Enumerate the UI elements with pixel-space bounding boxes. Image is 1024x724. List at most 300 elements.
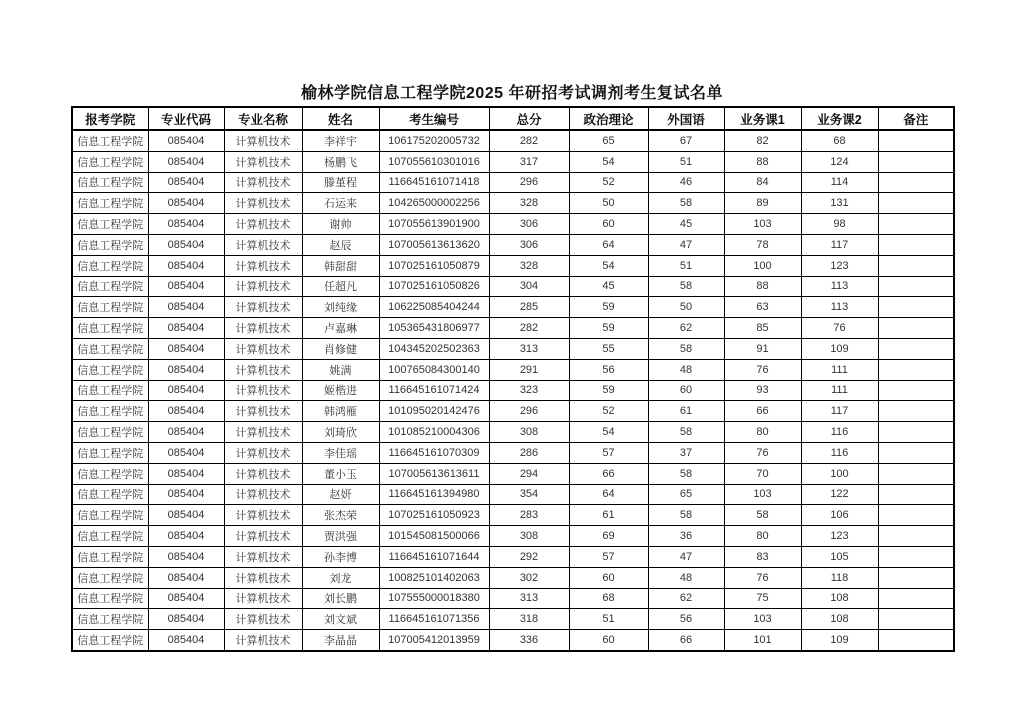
table-cell xyxy=(878,193,954,214)
table-cell: 51 xyxy=(648,255,724,276)
table-cell: 58 xyxy=(648,193,724,214)
table-cell: 124 xyxy=(801,151,878,172)
table-cell: 106 xyxy=(801,505,878,526)
table-cell: 085404 xyxy=(148,130,224,151)
column-header: 专业名称 xyxy=(224,107,302,130)
table-cell: 60 xyxy=(569,630,648,651)
table-row xyxy=(72,172,954,193)
table-cell: 任超凡 xyxy=(302,276,379,297)
table-cell: 107025161050879 xyxy=(379,255,489,276)
table-cell: 刘纯缘 xyxy=(302,297,379,318)
table-cell: 85 xyxy=(724,318,801,339)
table-cell: 085404 xyxy=(148,338,224,359)
table-cell xyxy=(878,380,954,401)
table-cell: 计算机技术 xyxy=(224,588,302,609)
table-cell: 304 xyxy=(489,276,569,297)
table-cell: 刘长鹏 xyxy=(302,588,379,609)
column-header: 备注 xyxy=(878,107,954,130)
table-cell: 计算机技术 xyxy=(224,546,302,567)
table-cell: 283 xyxy=(489,505,569,526)
table-cell: 085404 xyxy=(148,505,224,526)
table-cell: 51 xyxy=(648,151,724,172)
table-cell: 64 xyxy=(569,234,648,255)
table-cell: 085404 xyxy=(148,526,224,547)
table-cell: 李晶晶 xyxy=(302,630,379,651)
table-cell: 计算机技术 xyxy=(224,422,302,443)
column-header: 外国语 xyxy=(648,107,724,130)
table-cell: 信息工程学院 xyxy=(72,359,148,380)
column-header: 业务课2 xyxy=(801,107,878,130)
table-cell: 107055610301016 xyxy=(379,151,489,172)
column-header: 专业代码 xyxy=(148,107,224,130)
table-cell xyxy=(878,526,954,547)
table-cell xyxy=(878,255,954,276)
table-row xyxy=(72,463,954,484)
table-cell: 59 xyxy=(569,318,648,339)
table-cell: 91 xyxy=(724,338,801,359)
table-cell: 计算机技术 xyxy=(224,401,302,422)
table-cell: 317 xyxy=(489,151,569,172)
table-cell: 131 xyxy=(801,193,878,214)
table-row xyxy=(72,630,954,651)
table-row xyxy=(72,422,954,443)
table-cell: 085404 xyxy=(148,172,224,193)
table-row xyxy=(72,588,954,609)
table-cell: 62 xyxy=(648,318,724,339)
table-cell: 信息工程学院 xyxy=(72,505,148,526)
table-cell: 58 xyxy=(724,505,801,526)
table-cell: 93 xyxy=(724,380,801,401)
table-cell: 291 xyxy=(489,359,569,380)
table-cell xyxy=(878,463,954,484)
table-cell: 计算机技术 xyxy=(224,463,302,484)
table-cell: 信息工程学院 xyxy=(72,401,148,422)
column-header: 姓名 xyxy=(302,107,379,130)
table-cell: 滕堇程 xyxy=(302,172,379,193)
table-cell: 李佳瑶 xyxy=(302,442,379,463)
table-cell: 88 xyxy=(724,276,801,297)
table-cell: 赵辰 xyxy=(302,234,379,255)
table-cell: 刘琦欣 xyxy=(302,422,379,443)
table-cell xyxy=(878,359,954,380)
table-cell xyxy=(878,630,954,651)
table-cell: 计算机技术 xyxy=(224,151,302,172)
table-cell: 62 xyxy=(648,588,724,609)
table-cell xyxy=(878,484,954,505)
table-row xyxy=(72,609,954,630)
table-row xyxy=(72,505,954,526)
table-cell: 84 xyxy=(724,172,801,193)
table-cell: 101 xyxy=(724,630,801,651)
table-cell: 107025161050923 xyxy=(379,505,489,526)
table-cell: 47 xyxy=(648,234,724,255)
table-cell: 116 xyxy=(801,422,878,443)
table-cell: 58 xyxy=(648,338,724,359)
table-cell: 123 xyxy=(801,255,878,276)
table-cell: 52 xyxy=(569,401,648,422)
table-cell: 308 xyxy=(489,526,569,547)
table-cell: 76 xyxy=(724,359,801,380)
column-header: 总分 xyxy=(489,107,569,130)
table-cell: 47 xyxy=(648,546,724,567)
table-cell: 66 xyxy=(569,463,648,484)
table-row xyxy=(72,130,954,151)
table-cell: 085404 xyxy=(148,234,224,255)
table-cell: 卢嘉琳 xyxy=(302,318,379,339)
table-cell: 68 xyxy=(569,588,648,609)
table-cell: 107555000018380 xyxy=(379,588,489,609)
table-cell: 98 xyxy=(801,214,878,235)
table-cell: 信息工程学院 xyxy=(72,151,148,172)
table-cell: 336 xyxy=(489,630,569,651)
column-header: 考生编号 xyxy=(379,107,489,130)
roster-table xyxy=(71,106,955,652)
table-cell: 107005613613620 xyxy=(379,234,489,255)
table-cell: 肖修健 xyxy=(302,338,379,359)
table-cell: 信息工程学院 xyxy=(72,234,148,255)
table-cell: 085404 xyxy=(148,214,224,235)
table-cell: 55 xyxy=(569,338,648,359)
page-title: 榆林学院信息工程学院2025 年研招考试调剂考生复试名单 xyxy=(300,85,724,102)
table-cell: 100765084300140 xyxy=(379,359,489,380)
table-cell: 117 xyxy=(801,401,878,422)
table-cell: 306 xyxy=(489,234,569,255)
table-cell: 83 xyxy=(724,546,801,567)
table-cell xyxy=(878,276,954,297)
table-cell: 刘文斌 xyxy=(302,609,379,630)
table-cell: 赵妍 xyxy=(302,484,379,505)
table-cell: 信息工程学院 xyxy=(72,276,148,297)
table-cell: 韩鸿雁 xyxy=(302,401,379,422)
table-cell xyxy=(878,297,954,318)
table-cell: 122 xyxy=(801,484,878,505)
table-cell: 328 xyxy=(489,193,569,214)
table-row xyxy=(72,380,954,401)
table-cell: 计算机技术 xyxy=(224,630,302,651)
table-cell: 107025161050826 xyxy=(379,276,489,297)
table-cell: 306 xyxy=(489,214,569,235)
table-cell: 63 xyxy=(724,297,801,318)
table-cell: 76 xyxy=(724,567,801,588)
table-cell: 信息工程学院 xyxy=(72,297,148,318)
table-cell: 58 xyxy=(648,463,724,484)
table-row xyxy=(72,297,954,318)
table-cell: 70 xyxy=(724,463,801,484)
table-cell: 318 xyxy=(489,609,569,630)
table-cell: 308 xyxy=(489,422,569,443)
table-cell: 信息工程学院 xyxy=(72,130,148,151)
table-cell: 107055613901900 xyxy=(379,214,489,235)
table-cell: 计算机技术 xyxy=(224,338,302,359)
table-row xyxy=(72,276,954,297)
table-cell xyxy=(878,546,954,567)
table-cell: 123 xyxy=(801,526,878,547)
table-cell: 计算机技术 xyxy=(224,505,302,526)
table-cell xyxy=(878,567,954,588)
table-cell: 085404 xyxy=(148,193,224,214)
table-cell: 116645161071418 xyxy=(379,172,489,193)
table-row xyxy=(72,359,954,380)
table-cell: 294 xyxy=(489,463,569,484)
table-cell: 信息工程学院 xyxy=(72,526,148,547)
table-cell: 信息工程学院 xyxy=(72,380,148,401)
table-cell: 085404 xyxy=(148,609,224,630)
table-cell: 65 xyxy=(648,484,724,505)
table-cell: 085404 xyxy=(148,422,224,443)
table-cell: 68 xyxy=(801,130,878,151)
table-cell: 信息工程学院 xyxy=(72,172,148,193)
table-cell xyxy=(878,318,954,339)
table-cell: 信息工程学院 xyxy=(72,318,148,339)
table-cell: 信息工程学院 xyxy=(72,588,148,609)
table-cell xyxy=(878,151,954,172)
table-cell: 谢帅 xyxy=(302,214,379,235)
table-cell: 282 xyxy=(489,130,569,151)
table-cell: 116645161071424 xyxy=(379,380,489,401)
table-cell: 45 xyxy=(569,276,648,297)
table-cell: 姬楷进 xyxy=(302,380,379,401)
table-cell: 董小玉 xyxy=(302,463,379,484)
table-cell: 109 xyxy=(801,338,878,359)
table-cell: 50 xyxy=(648,297,724,318)
table-cell: 56 xyxy=(648,609,724,630)
table-cell: 信息工程学院 xyxy=(72,484,148,505)
table-cell: 107005613613611 xyxy=(379,463,489,484)
table-cell: 67 xyxy=(648,130,724,151)
table-cell: 信息工程学院 xyxy=(72,214,148,235)
table-cell: 计算机技术 xyxy=(224,484,302,505)
table-cell: 姚满 xyxy=(302,359,379,380)
table-cell xyxy=(878,130,954,151)
table-cell: 085404 xyxy=(148,359,224,380)
table-cell: 085404 xyxy=(148,318,224,339)
table-cell: 60 xyxy=(569,567,648,588)
table-cell: 085404 xyxy=(148,630,224,651)
table-cell: 计算机技术 xyxy=(224,442,302,463)
table-cell: 59 xyxy=(569,380,648,401)
table-cell: 313 xyxy=(489,588,569,609)
table-cell: 76 xyxy=(801,318,878,339)
table-cell xyxy=(878,401,954,422)
table-cell: 54 xyxy=(569,151,648,172)
table-cell: 信息工程学院 xyxy=(72,630,148,651)
table-cell: 286 xyxy=(489,442,569,463)
table-body xyxy=(72,130,954,651)
table-cell: 信息工程学院 xyxy=(72,338,148,359)
table-cell: 李祥宇 xyxy=(302,130,379,151)
table-row xyxy=(72,193,954,214)
table-cell: 100 xyxy=(724,255,801,276)
table-cell: 88 xyxy=(724,151,801,172)
table-cell: 信息工程学院 xyxy=(72,567,148,588)
table-cell: 80 xyxy=(724,422,801,443)
table-cell: 计算机技术 xyxy=(224,276,302,297)
table-cell: 085404 xyxy=(148,567,224,588)
table-cell: 计算机技术 xyxy=(224,297,302,318)
table-cell: 75 xyxy=(724,588,801,609)
table-cell: 45 xyxy=(648,214,724,235)
table-cell: 78 xyxy=(724,234,801,255)
table-cell: 354 xyxy=(489,484,569,505)
table-cell: 46 xyxy=(648,172,724,193)
table-cell xyxy=(878,422,954,443)
table-cell: 石运来 xyxy=(302,193,379,214)
table-cell: 085404 xyxy=(148,151,224,172)
table-cell: 计算机技术 xyxy=(224,609,302,630)
table-cell: 116645161070309 xyxy=(379,442,489,463)
table-cell: 085404 xyxy=(148,588,224,609)
table-cell: 108 xyxy=(801,588,878,609)
table-cell: 52 xyxy=(569,172,648,193)
table-cell: 贾洪强 xyxy=(302,526,379,547)
table-row xyxy=(72,151,954,172)
table-cell: 106175202005732 xyxy=(379,130,489,151)
table-cell: 57 xyxy=(569,546,648,567)
table-cell: 313 xyxy=(489,338,569,359)
table-cell: 张杰荣 xyxy=(302,505,379,526)
table-cell: 104265000002256 xyxy=(379,193,489,214)
table-cell: 杨鹏飞 xyxy=(302,151,379,172)
table-cell: 信息工程学院 xyxy=(72,442,148,463)
table-cell: 085404 xyxy=(148,297,224,318)
table-cell: 计算机技术 xyxy=(224,526,302,547)
table-row xyxy=(72,567,954,588)
table-cell: 302 xyxy=(489,567,569,588)
table-cell: 计算机技术 xyxy=(224,130,302,151)
table-cell: 105365431806977 xyxy=(379,318,489,339)
table-cell xyxy=(878,505,954,526)
table-cell: 111 xyxy=(801,380,878,401)
table-cell: 56 xyxy=(569,359,648,380)
table-cell: 信息工程学院 xyxy=(72,546,148,567)
table-cell: 计算机技术 xyxy=(224,193,302,214)
table-cell: 116645161071644 xyxy=(379,546,489,567)
table-cell: 114 xyxy=(801,172,878,193)
table-cell: 54 xyxy=(569,422,648,443)
table-cell: 58 xyxy=(648,505,724,526)
table-cell: 刘龙 xyxy=(302,567,379,588)
table-row xyxy=(72,234,954,255)
table-cell: 58 xyxy=(648,276,724,297)
table-cell: 085404 xyxy=(148,442,224,463)
table-cell: 计算机技术 xyxy=(224,380,302,401)
table-cell xyxy=(878,338,954,359)
table-cell: 计算机技术 xyxy=(224,255,302,276)
table-cell: 64 xyxy=(569,484,648,505)
table-row xyxy=(72,318,954,339)
table-cell: 328 xyxy=(489,255,569,276)
table-cell: 36 xyxy=(648,526,724,547)
table-cell: 117 xyxy=(801,234,878,255)
table-cell xyxy=(878,234,954,255)
table-cell: 109 xyxy=(801,630,878,651)
table-cell: 48 xyxy=(648,567,724,588)
table-cell: 66 xyxy=(724,401,801,422)
table-cell: 101095020142476 xyxy=(379,401,489,422)
table-cell: 信息工程学院 xyxy=(72,422,148,443)
table-cell: 282 xyxy=(489,318,569,339)
table-cell: 108 xyxy=(801,609,878,630)
table-cell: 61 xyxy=(569,505,648,526)
table-cell: 106225085404244 xyxy=(379,297,489,318)
table-cell: 105 xyxy=(801,546,878,567)
table-cell: 51 xyxy=(569,609,648,630)
table-row xyxy=(72,442,954,463)
table-cell: 085404 xyxy=(148,255,224,276)
table-cell: 信息工程学院 xyxy=(72,255,148,276)
table-cell: 65 xyxy=(569,130,648,151)
table-cell: 48 xyxy=(648,359,724,380)
table-row xyxy=(72,214,954,235)
table-cell: 113 xyxy=(801,297,878,318)
table-cell: 118 xyxy=(801,567,878,588)
table-row xyxy=(72,546,954,567)
table-cell: 085404 xyxy=(148,276,224,297)
table-cell: 292 xyxy=(489,546,569,567)
table-row xyxy=(72,401,954,422)
table-cell: 104345202502363 xyxy=(379,338,489,359)
table-cell: 54 xyxy=(569,255,648,276)
table-row xyxy=(72,526,954,547)
table-cell: 计算机技术 xyxy=(224,318,302,339)
table-cell: 296 xyxy=(489,172,569,193)
table-cell: 58 xyxy=(648,422,724,443)
table-cell: 50 xyxy=(569,193,648,214)
table-cell: 37 xyxy=(648,442,724,463)
table-cell: 116645161394980 xyxy=(379,484,489,505)
table-cell: 89 xyxy=(724,193,801,214)
table-cell: 信息工程学院 xyxy=(72,463,148,484)
table-cell: 信息工程学院 xyxy=(72,609,148,630)
table-cell: 085404 xyxy=(148,546,224,567)
table-cell: 76 xyxy=(724,442,801,463)
table-cell: 085404 xyxy=(148,484,224,505)
table-cell xyxy=(878,442,954,463)
table-cell: 116 xyxy=(801,442,878,463)
table-row xyxy=(72,338,954,359)
table-cell: 计算机技术 xyxy=(224,172,302,193)
table-cell: 085404 xyxy=(148,380,224,401)
table-cell: 57 xyxy=(569,442,648,463)
table-cell: 计算机技术 xyxy=(224,234,302,255)
table-cell: 60 xyxy=(648,380,724,401)
table-cell xyxy=(878,214,954,235)
table-cell: 085404 xyxy=(148,401,224,422)
column-header: 政治理论 xyxy=(569,107,648,130)
table-cell: 61 xyxy=(648,401,724,422)
table-cell: 100 xyxy=(801,463,878,484)
table-head xyxy=(72,107,954,130)
table-cell: 韩甜甜 xyxy=(302,255,379,276)
table-cell xyxy=(878,172,954,193)
header-row xyxy=(72,107,954,130)
table-cell xyxy=(878,588,954,609)
table-cell: 101085210004306 xyxy=(379,422,489,443)
table-cell: 323 xyxy=(489,380,569,401)
table-cell: 计算机技术 xyxy=(224,359,302,380)
column-header: 业务课1 xyxy=(724,107,801,130)
table-cell: 66 xyxy=(648,630,724,651)
table-cell: 计算机技术 xyxy=(224,567,302,588)
table-cell: 69 xyxy=(569,526,648,547)
table-cell: 59 xyxy=(569,297,648,318)
table-cell: 60 xyxy=(569,214,648,235)
table-cell: 82 xyxy=(724,130,801,151)
table-cell: 296 xyxy=(489,401,569,422)
table-row xyxy=(72,255,954,276)
table-cell xyxy=(878,609,954,630)
table-row xyxy=(72,484,954,505)
